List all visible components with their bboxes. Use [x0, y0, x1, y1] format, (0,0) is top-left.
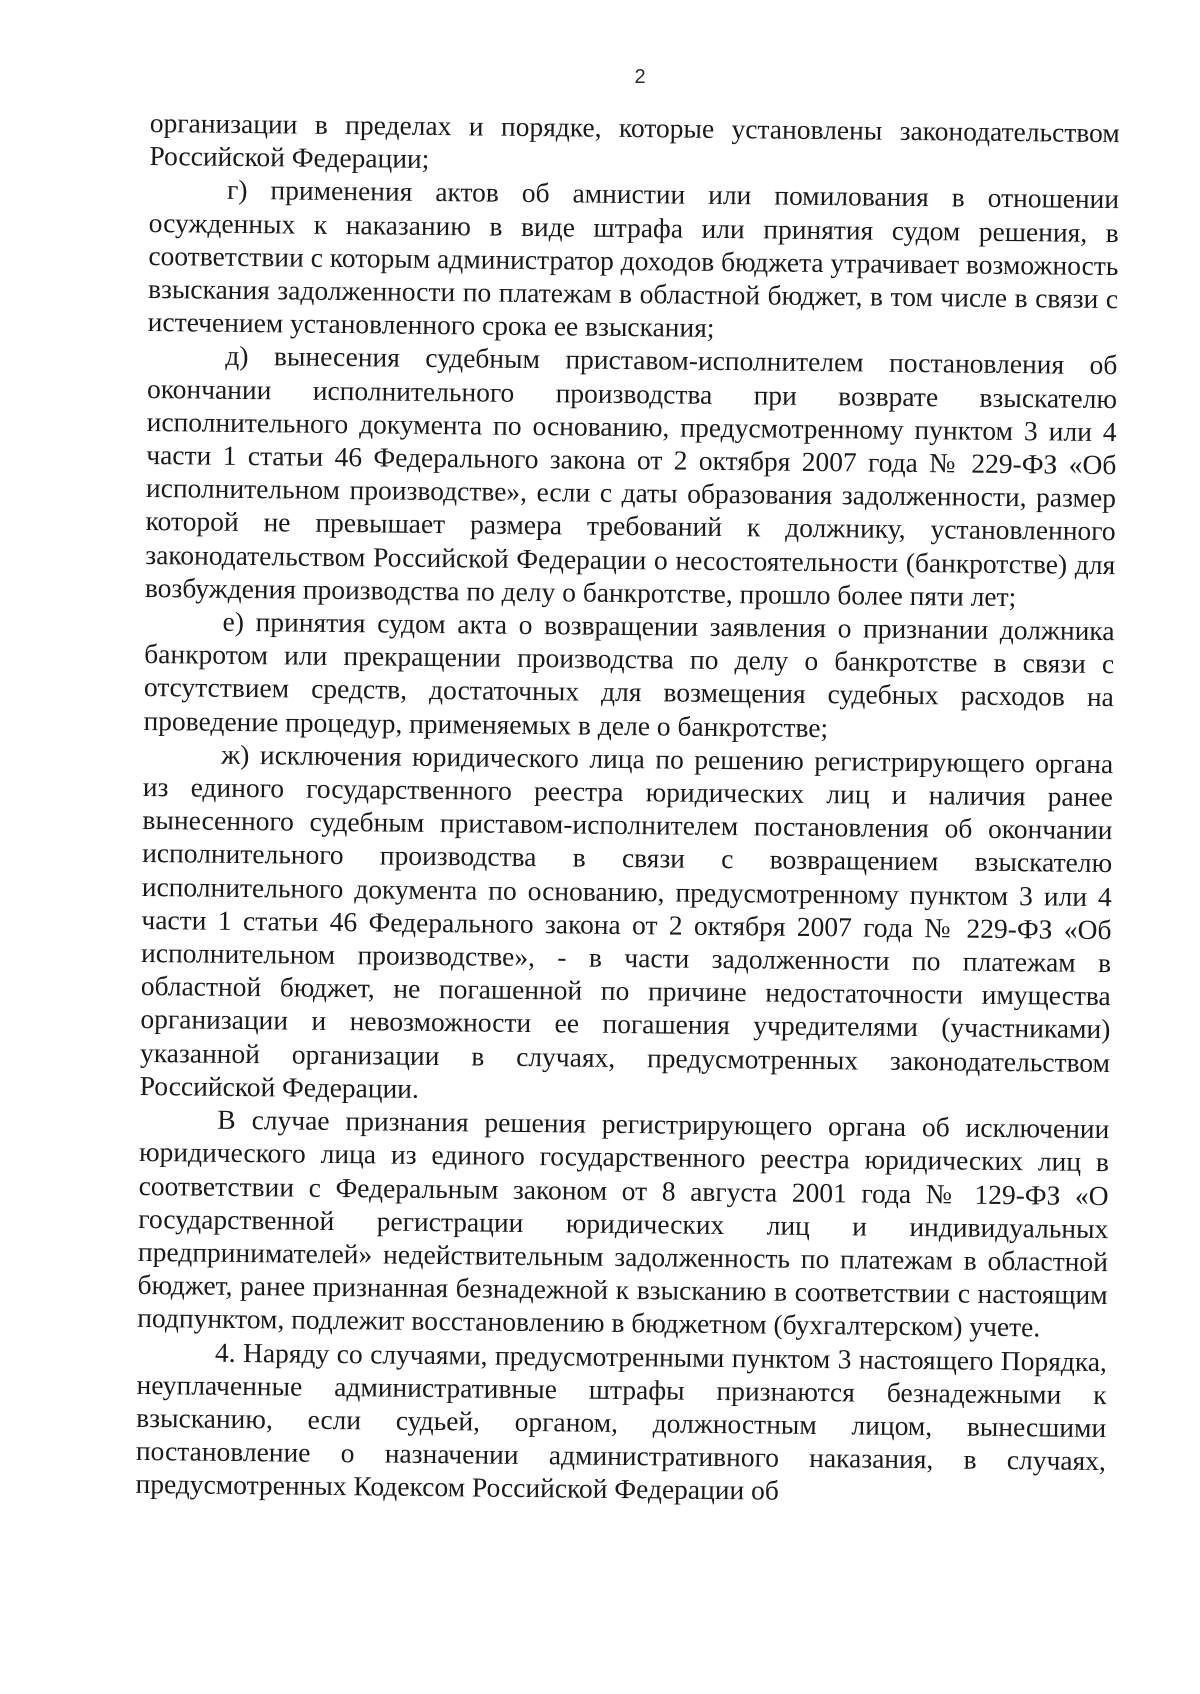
document-body: [135, 106, 1120, 1511]
paragraph-item-g: г) применения актов об амнистии или помилования в отношении осужденных к наказанию в виде штрафа или принятия судом решения, в соответствии с которым администратор доходов бюджета утрачивает возможность взыскания задолженности по платежам в областной бюджет, в том числе в связи с истечением установленного срока ее взыскания;: [147, 174, 1120, 344]
paragraph-continuation: организации в пределах и порядке, которые установлены законодательством Российской Федерации;: [149, 106, 1120, 175]
page-number: 2: [634, 66, 646, 88]
paragraph-item-d: д) вынесения судебным приставом-исполнителем постановления об окончании исполнительного производства при возврате взыскателю исполнительного документа по основанию, предусмотренному пунктом 3 или 4 части 1 статьи 46 Федерального закона от 2 октября 2007 года № 229-ФЗ «Об исполнительном производстве», если с даты образования задолженности, размер которой не превышает размера требований к должнику, установленного законодательством Российской Федерации о несостоятельности (банкротстве) для возбуждения производства по делу о банкротстве, прошло более пяти лет;: [144, 340, 1118, 612]
paragraph-item-e: е) принятия судом акта о возвращении заявления о признании должника банкротом или прекращении производства по делу о банкротстве в связи с отсутствием средств, достаточных для возмещения судебных расходов на проведение процедур, применяемых в деле о банкротстве;: [143, 605, 1115, 743]
paragraph-restoration-case: В случае признания решения регистрирующего органа об исключении юридического лица из единого государственного реестра юридических лиц в соответствии с Федеральным законом от 8 августа 2001 года № 129-ФЗ «О государственной регистрации юридических лиц и индивидуальных предпринимателей» недействительным задолженность по платежам в областной бюджет, ранее признанная безнадежной к взысканию в соответствии с настоящим подпунктом, подлежит восстановлению в бюджетном (бухгалтерском) учете.: [137, 1103, 1110, 1343]
paragraph-point-4: 4. Наряду со случаями, предусмотренными пунктом 3 настоящего Порядка, неуплаченные административные штрафы признаются безнадежными к взысканию, если судьей, органом, должностным лицом, вынесшими постановление о назначении административного наказания, в случаях, предусмотренных Кодексом Российской Федерации об: [135, 1336, 1108, 1506]
paragraph-item-zh: ж) исключения юридического лица по решению регистрирующего органа из единого государственного реестра юридических лиц и наличия ранее вынесенного судебным приставом-исполнителем постановления об окончании исполнительного производства в связи с возвращением взыскателю исполнительного документа по основанию, предусмотренному пунктом 3 или 4 части 1 статьи 46 Федерального закона от 2 октября 2007 года № 229-ФЗ «Об исполнительном производстве», - в части задолженности по платежам в областной бюджет, не погашенной по причине недостаточности имущества организации и невозможности ее погашения учредителями (участниками) указанной организации в случаях, предусмотренных законодательством Российской Федерации.: [139, 738, 1114, 1104]
